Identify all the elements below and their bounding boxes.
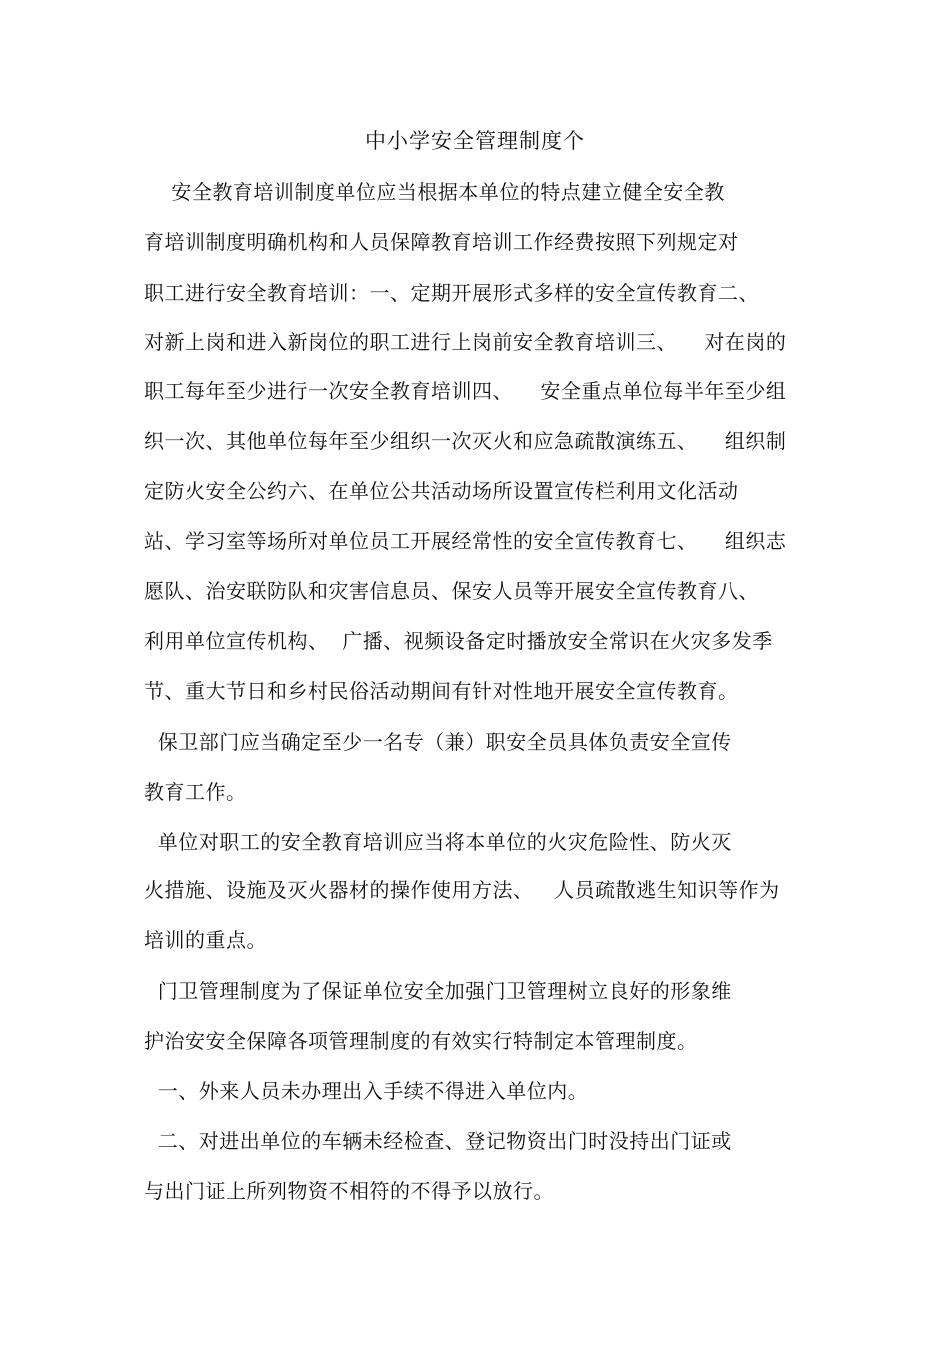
- paragraph-line: 织一次、其他单位每年至少组织一次灭火和应急疏散演练五、 组织制: [144, 429, 787, 453]
- paragraph-line: 与出门证上所列物资不相符的不得予以放行。: [144, 1179, 554, 1203]
- paragraph-line: 单位对职工的安全教育培训应当将本单位的火灾危险性、防火灭: [144, 830, 732, 854]
- paragraph-line: 一、外来人员未办理出入手续不得进入单位内。: [144, 1079, 589, 1103]
- paragraph-line: 护治安安全保障各项管理制度的有效实行特制定本管理制度。: [144, 1029, 698, 1053]
- paragraph-line: 定防火安全公约六、在单位公共活动场所设置宣传栏利用文化活动: [144, 479, 739, 503]
- paragraph-line: 节、重大节日和乡村民俗活动期间有针对性地开展安全宣传教育。: [144, 679, 739, 703]
- paragraph-line: 愿队、治安联防队和灾害信息员、保安人员等开展安全宣传教育八、: [144, 579, 759, 603]
- paragraph-line: 培训的重点。: [144, 928, 267, 952]
- paragraph-line: 职工每年至少进行一次安全教育培训四、 安全重点单位每半年至少组: [144, 379, 787, 403]
- paragraph-line: 对新上岗和进入新岗位的职工进行上岗前安全教育培训三、 对在岗的: [144, 330, 787, 354]
- paragraph-line: 保卫部门应当确定至少一名专（兼）职安全员具体负责安全宣传: [144, 730, 732, 754]
- paragraph-line: 育培训制度明确机构和人员保障教育培训工作经费按照下列规定对: [144, 230, 739, 254]
- paragraph-line: 二、对进出单位的车辆未经检查、登记物资出门时没持出门证或: [144, 1129, 732, 1153]
- paragraph-line: 门卫管理制度为了保证单位安全加强门卫管理树立良好的形象维: [144, 979, 732, 1003]
- document-title: 中小学安全管理制度个: [365, 129, 585, 153]
- paragraph-line: 职工进行安全教育培训：一、定期开展形式多样的安全宣传教育二、: [144, 281, 759, 305]
- paragraph-line: 利用单位宣传机构、 广播、视频设备定时播放安全常识在火灾多发季: [144, 629, 773, 653]
- paragraph-line: 安全教育培训制度单位应当根据本单位的特点建立健全安全教: [144, 180, 725, 204]
- paragraph-line: 教育工作。: [144, 780, 247, 804]
- paragraph-line: 火措施、设施及灭火器材的操作使用方法、 人员疏散逃生知识等作为: [144, 878, 780, 902]
- paragraph-line: 站、学习室等场所对单位员工开展经常性的安全宣传教育七、 组织志: [144, 529, 787, 553]
